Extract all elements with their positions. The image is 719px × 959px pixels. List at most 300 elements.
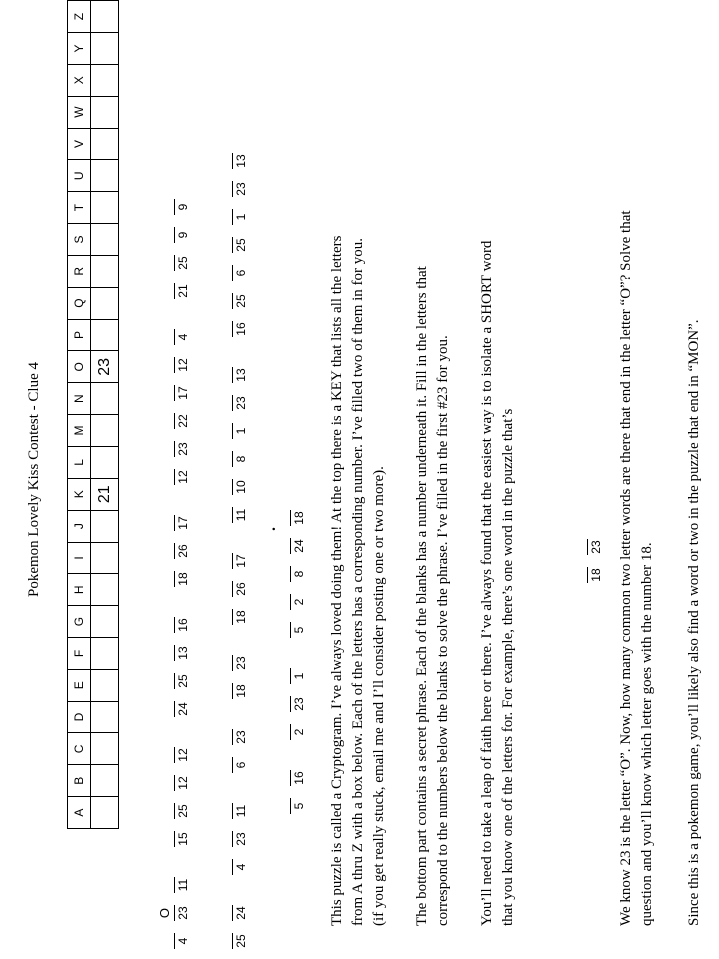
paragraph-line: correspond to the numbers below the blanks to solve the phrase. I’ve filled in the first #23 for you. [435, 335, 451, 926]
key-answer-o: 23 [91, 351, 119, 383]
cipher-blank [157, 645, 191, 661]
blank-letter [157, 357, 173, 373]
blank-number: 21 [176, 284, 190, 298]
key-answer-b [91, 765, 119, 797]
blank-letter [157, 199, 173, 215]
blank-number: 8 [234, 455, 248, 463]
cipher-key-grid [67, 0, 119, 829]
blank-underline [232, 803, 233, 819]
blank-number: 12 [176, 776, 190, 790]
blank-letter [215, 423, 231, 439]
cipher-blank [215, 209, 249, 225]
key-letter-j: J [68, 510, 91, 542]
paragraph-line: (if you get really stuck, email me and I’ll consider posting one or two more). [371, 466, 387, 926]
blank-underline [232, 451, 233, 467]
blank-letter [215, 293, 231, 309]
blank-underline [174, 255, 175, 271]
key-letter-m: M [68, 415, 91, 447]
key-answer-p [91, 319, 119, 351]
blank-underline [174, 877, 175, 893]
blank-underline [290, 798, 291, 814]
key-letter-t: T [68, 192, 91, 224]
cipher-blank [157, 357, 191, 373]
blank-letter [215, 757, 231, 773]
two-letter-word-paragraph [616, 26, 658, 926]
key-answer-d [91, 701, 119, 733]
blank-letter [215, 209, 231, 225]
key-answer-s [91, 224, 119, 256]
blank-underline [232, 237, 233, 253]
cipher-blank [157, 905, 191, 921]
blank-letter [273, 696, 289, 712]
key-answer-z [91, 1, 119, 33]
cipher-blank [157, 617, 191, 633]
key-answer-l [91, 446, 119, 478]
key-answer-v [91, 128, 119, 160]
blank-underline [232, 553, 233, 569]
blank-number: 16 [292, 771, 306, 785]
cipher-blank [273, 566, 307, 582]
blank-letter [157, 283, 173, 299]
blank-number: 22 [176, 414, 190, 428]
key-answer-w [91, 96, 119, 128]
key-letter-u: U [68, 160, 91, 192]
instructions-paragraph [412, 26, 454, 926]
blank-letter [273, 510, 289, 526]
blank-number: 2 [292, 728, 306, 736]
cipher-blank [157, 227, 191, 243]
blank-letter [570, 567, 586, 583]
blank-number: 11 [176, 878, 190, 892]
blank-number: 13 [176, 646, 190, 660]
blank-number: 23 [234, 730, 248, 744]
blank-underline [174, 673, 175, 689]
blank-letter [157, 673, 173, 689]
cipher-blank [273, 696, 307, 712]
blank-letter [215, 905, 231, 921]
blank-letter [157, 441, 173, 457]
blank-number: 4 [176, 937, 190, 945]
blank-underline [174, 515, 175, 531]
blank-underline [174, 747, 175, 763]
blank-number: 16 [234, 322, 248, 336]
blank-letter [157, 775, 173, 791]
cipher-blank [215, 859, 249, 875]
blank-underline [174, 199, 175, 215]
blank-letter [215, 803, 231, 819]
blank-number: 25 [234, 294, 248, 308]
hint-paragraph [477, 26, 519, 926]
blank-number: 12 [176, 748, 190, 762]
blank-number: 23 [234, 396, 248, 410]
blank-letter [157, 227, 173, 243]
blank-number: 25 [234, 934, 248, 948]
cipher-blank [273, 770, 307, 786]
puzzle-period: . [262, 527, 279, 531]
paragraph-line: You’ll need to take a leap of faith here or there. I’ve always found that the easiest way is to isolate a SHORT word [479, 240, 495, 926]
blank-number: 9 [176, 203, 190, 211]
key-answer-c [91, 733, 119, 765]
blank-number: 12 [176, 358, 190, 372]
blank-number: 24 [234, 906, 248, 920]
blank-letter [215, 395, 231, 411]
blank-letter [157, 469, 173, 485]
cipher-blank [157, 329, 191, 345]
blank-number: 23 [234, 656, 248, 670]
paragraph-line: from A thru Z with a box below. Each of the letters has a corresponding number. I’ve filled two of them in for you. [350, 237, 366, 926]
blank-letter [157, 747, 173, 763]
blank-number: 11 [234, 508, 248, 522]
blank-number: 8 [292, 570, 306, 578]
key-letter-c: C [68, 733, 91, 765]
key-letter-n: N [68, 383, 91, 415]
key-answer-q [91, 287, 119, 319]
blank-underline [174, 469, 175, 485]
blank-number: 18 [234, 684, 248, 698]
blank-underline [174, 385, 175, 401]
key-answer-j [91, 510, 119, 542]
blank-number: 10 [234, 480, 248, 494]
blank-letter [273, 798, 289, 814]
blank-letter [273, 594, 289, 610]
blank-number: 25 [176, 804, 190, 818]
blank-letter [215, 265, 231, 281]
cipher-blank [273, 538, 307, 554]
cipher-blank [215, 803, 249, 819]
example-word [570, 527, 604, 583]
cipher-blank [157, 775, 191, 791]
blank-number: 18 [589, 568, 603, 582]
blank-underline [174, 617, 175, 633]
blank-letter [157, 831, 173, 847]
blank-underline [174, 933, 175, 949]
blank-letter [157, 515, 173, 531]
key-letter-h: H [68, 574, 91, 606]
paragraph-line: This puzzle is called a Cryptogram. I’ve always loved doing them! At the top there is a KEY that lists all the letters [329, 235, 345, 926]
cipher-blank [215, 757, 249, 773]
blank-underline [232, 581, 233, 597]
blank-underline [290, 594, 291, 610]
key-letter-s: S [68, 224, 91, 256]
blank-letter [273, 668, 289, 684]
blank-underline [174, 227, 175, 243]
blank-underline [232, 859, 233, 875]
key-answer-h [91, 574, 119, 606]
blank-underline [174, 701, 175, 717]
blank-number: 5 [292, 626, 306, 634]
blank-letter [157, 617, 173, 633]
key-answer-a [91, 797, 119, 829]
blank-underline [174, 283, 175, 299]
blank-number: 5 [292, 802, 306, 810]
blank-letter [215, 729, 231, 745]
cipher-blank [157, 831, 191, 847]
blank-number: 23 [176, 906, 190, 920]
blank-letter [157, 933, 173, 949]
key-letter-q: Q [68, 287, 91, 319]
key-answer-row [91, 1, 119, 829]
cipher-blank [215, 451, 249, 467]
mon-hint-paragraph [684, 26, 705, 926]
cipher-blank [273, 668, 307, 684]
cipher-blank [215, 581, 249, 597]
cipher-blank [157, 199, 191, 215]
key-answer-f [91, 638, 119, 670]
paragraph-line: We know 23 is the letter “O”. Now, how many common two letter words are there that end in the letter “O”? Solve that [618, 210, 634, 926]
blank-underline [174, 441, 175, 457]
blank-letter [157, 701, 173, 717]
blank-number: 25 [176, 674, 190, 688]
blank-number: 18 [234, 610, 248, 624]
cipher-blank [157, 747, 191, 763]
puzzle-line-1 [157, 187, 191, 949]
blank-letter [157, 329, 173, 345]
cipher-blank [157, 543, 191, 559]
blank-letter [215, 451, 231, 467]
key-letter-b: B [68, 765, 91, 797]
cipher-blank [273, 510, 307, 526]
blank-underline [290, 622, 291, 638]
key-letter-p: P [68, 319, 91, 351]
blank-number: 15 [176, 832, 190, 846]
blank-letter [273, 724, 289, 740]
cipher-blank [570, 539, 604, 555]
blank-underline [232, 321, 233, 337]
cipher-blank [273, 594, 307, 610]
blank-letter [273, 770, 289, 786]
blank-underline [232, 153, 233, 169]
key-letter-y: Y [68, 33, 91, 65]
cipher-blank [215, 831, 249, 847]
blank-underline [174, 571, 175, 587]
cipher-blank [215, 321, 249, 337]
blank-letter [215, 181, 231, 197]
key-answer-e [91, 669, 119, 701]
key-letter-f: F [68, 638, 91, 670]
key-letter-o: O [68, 351, 91, 383]
key-answer-g [91, 606, 119, 638]
cipher-blank [215, 479, 249, 495]
blank-number: 26 [234, 582, 248, 596]
blank-number: 13 [234, 368, 248, 382]
blank-letter [215, 367, 231, 383]
cipher-blank [215, 729, 249, 745]
blank-number: 1 [292, 672, 306, 680]
blank-underline [290, 566, 291, 582]
blank-underline [290, 696, 291, 712]
cipher-blank [215, 609, 249, 625]
cipher-blank [570, 567, 604, 583]
blank-letter [215, 153, 231, 169]
blank-underline [232, 905, 233, 921]
blank-number: 17 [176, 516, 190, 530]
blank-letter [215, 831, 231, 847]
key-letter-w: W [68, 96, 91, 128]
blank-letter [215, 683, 231, 699]
blank-number: 12 [176, 470, 190, 484]
blank-underline [174, 775, 175, 791]
blank-underline [290, 770, 291, 786]
blank-underline [174, 413, 175, 429]
blank-underline [232, 933, 233, 949]
blank-underline [174, 329, 175, 345]
key-answer-k: 21 [91, 478, 119, 510]
cipher-blank [215, 237, 249, 253]
blank-letter [273, 538, 289, 554]
puzzle-line-3 [273, 498, 307, 814]
blank-number: 17 [176, 386, 190, 400]
blank-letter [570, 539, 586, 555]
intro-paragraph [327, 26, 390, 926]
cipher-blank [157, 283, 191, 299]
cipher-blank [273, 724, 307, 740]
blank-number: 23 [292, 697, 306, 711]
blank-underline [290, 668, 291, 684]
blank-underline [232, 479, 233, 495]
blank-underline [290, 538, 291, 554]
blank-number: 6 [234, 761, 248, 769]
cipher-blank [215, 683, 249, 699]
blank-underline [232, 367, 233, 383]
cipher-blank [157, 571, 191, 587]
cipher-blank [157, 255, 191, 271]
key-answer-r [91, 255, 119, 287]
cipher-blank [157, 469, 191, 485]
blank-letter [157, 571, 173, 587]
key-answer-u [91, 160, 119, 192]
key-answer-x [91, 64, 119, 96]
blank-number: 1 [234, 213, 248, 221]
blank-underline [587, 539, 588, 555]
key-answer-t [91, 192, 119, 224]
blank-number: 25 [234, 238, 248, 252]
blank-number: 23 [234, 832, 248, 846]
key-letter-z: Z [68, 1, 91, 33]
key-letter-k: K [68, 478, 91, 510]
cipher-blank [157, 515, 191, 531]
blank-letter [157, 645, 173, 661]
cipher-blank [157, 441, 191, 457]
blank-number: 17 [234, 554, 248, 568]
cipher-blank [215, 933, 249, 949]
blank-underline [232, 831, 233, 847]
blank-letter [157, 413, 173, 429]
blank-letter: O [157, 907, 172, 919]
blank-number: 16 [176, 618, 190, 632]
blank-number: 23 [589, 540, 603, 554]
cipher-blank [157, 933, 191, 949]
blank-number: 24 [176, 702, 190, 716]
blank-underline [232, 507, 233, 523]
key-letter-i: I [68, 542, 91, 574]
paragraph-line: Since this is a pokemon game, you’ll likely also find a word or two in the puzzle that end in “MON”. [686, 319, 702, 926]
blank-underline [174, 357, 175, 373]
key-answer-n [91, 383, 119, 415]
blank-underline [232, 293, 233, 309]
page-title: Pokemon Lovely Kiss Contest - Clue 4 [26, 362, 42, 597]
key-letter-x: X [68, 64, 91, 96]
cipher-blank [157, 701, 191, 717]
blank-number: 2 [292, 598, 306, 606]
blank-underline [232, 265, 233, 281]
blank-underline [174, 543, 175, 559]
blank-letter [215, 321, 231, 337]
blank-letter [157, 803, 173, 819]
blank-number: 1 [234, 427, 248, 435]
blank-underline [232, 655, 233, 671]
cipher-blank [157, 385, 191, 401]
blank-underline [232, 423, 233, 439]
blank-underline [174, 831, 175, 847]
key-letter-r: R [68, 255, 91, 287]
blank-number: 23 [234, 182, 248, 196]
cipher-blank [215, 905, 249, 921]
blank-underline [232, 609, 233, 625]
cipher-blank [215, 553, 249, 569]
paragraph-line: The bottom part contains a secret phrase. Each of the blanks has a number underneath it. Fill in the letters that [414, 266, 430, 926]
cipher-blank [273, 798, 307, 814]
cipher-blank [157, 803, 191, 819]
blank-letter [157, 877, 173, 893]
blank-letter [215, 479, 231, 495]
blank-number: 25 [176, 256, 190, 270]
blank-number: 4 [234, 863, 248, 871]
key-letter-a: A [68, 797, 91, 829]
blank-letter [215, 933, 231, 949]
key-answer-m [91, 415, 119, 447]
key-letter-l: L [68, 446, 91, 478]
puzzle-line-2 [215, 141, 249, 949]
blank-number: 4 [176, 333, 190, 341]
blank-number: 24 [292, 539, 306, 553]
blank-underline [290, 724, 291, 740]
key-letter-v: V [68, 128, 91, 160]
cipher-blank [215, 655, 249, 671]
blank-number: 6 [234, 269, 248, 277]
blank-number: 11 [234, 804, 248, 818]
cipher-blank [215, 507, 249, 523]
cipher-blank [215, 181, 249, 197]
blank-underline [174, 645, 175, 661]
blank-underline [232, 757, 233, 773]
key-letter-g: G [68, 606, 91, 638]
cipher-blank [215, 293, 249, 309]
key-letter-d: D [68, 701, 91, 733]
blank-letter [157, 543, 173, 559]
blank-number: 9 [176, 231, 190, 239]
cipher-blank [215, 153, 249, 169]
blank-letter [215, 581, 231, 597]
key-letter-row [68, 1, 91, 829]
blank-number: 23 [176, 442, 190, 456]
blank-letter [273, 622, 289, 638]
blank-number: 26 [176, 544, 190, 558]
blank-number: 18 [292, 511, 306, 525]
cipher-blank [273, 622, 307, 638]
blank-number: 13 [234, 154, 248, 168]
cipher-blank [157, 673, 191, 689]
blank-letter [273, 566, 289, 582]
cipher-blank [157, 877, 191, 893]
key-letter-e: E [68, 669, 91, 701]
blank-letter [215, 655, 231, 671]
blank-underline [290, 510, 291, 526]
blank-underline [174, 905, 175, 921]
cipher-blank [215, 265, 249, 281]
blank-underline [232, 729, 233, 745]
blank-underline [232, 209, 233, 225]
blank-letter [215, 507, 231, 523]
